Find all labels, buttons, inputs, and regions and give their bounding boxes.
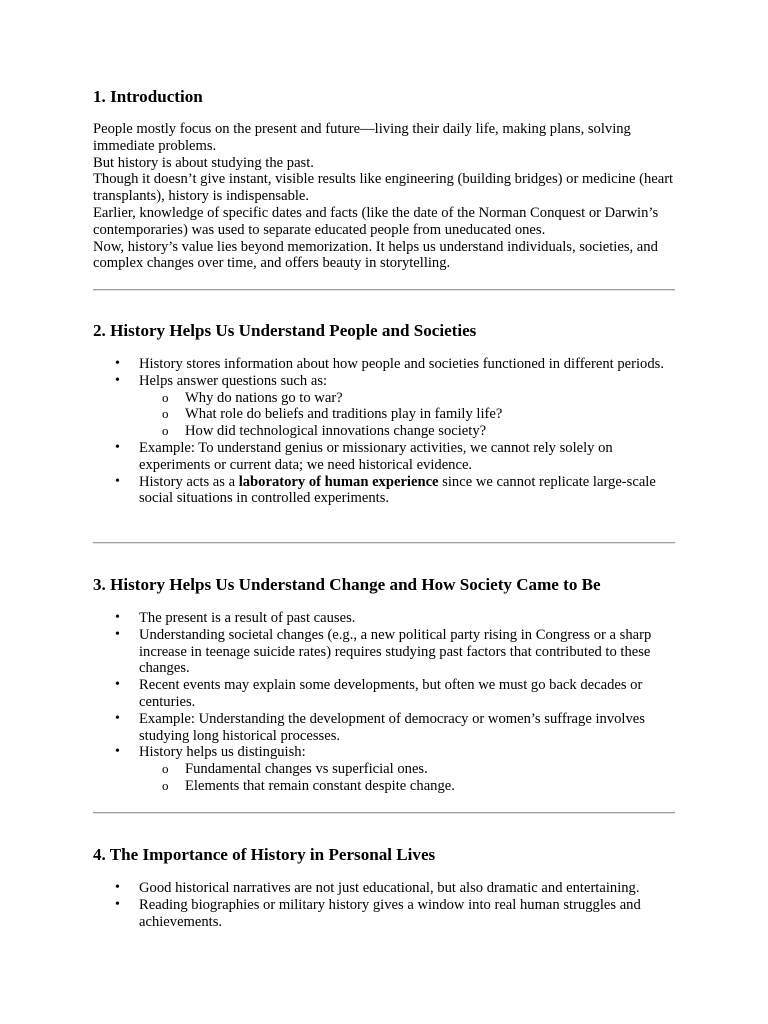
sub-bullet-marker: o <box>162 423 169 439</box>
list-item <box>93 897 677 931</box>
list-item <box>93 677 677 711</box>
sub-list-item-text: How did technological innovations change society? <box>185 423 487 440</box>
sub-bullet-marker: o <box>162 389 169 405</box>
section-people-societies <box>93 322 677 507</box>
bullet-marker: • <box>115 677 120 693</box>
section-title: 2. History Helps Us Understand People and Societies <box>93 321 477 340</box>
paragraph: People mostly focus on the present and future—living their daily life, making plans, solving immediate problems. <box>93 121 631 154</box>
sub-list-item <box>139 406 677 423</box>
section-divider <box>93 812 675 814</box>
section-title: 4. The Importance of History in Personal Lives <box>93 845 436 864</box>
sub-list-item <box>139 778 677 795</box>
list-item <box>93 440 677 474</box>
list-item-text: Example: Understanding the development of democracy or women’s suffrage involves studying long historical processes. <box>139 710 645 744</box>
bullet-marker: • <box>115 744 120 760</box>
intro-paragraphs <box>93 121 677 272</box>
sub-bullet-marker: o <box>162 777 169 793</box>
section-change-society <box>93 576 677 795</box>
bullet-list <box>93 610 677 795</box>
bullet-list <box>93 880 677 930</box>
bullet-marker: • <box>115 356 120 371</box>
list-item-text: Recent events may explain some developments, but often we must go back decades or centuries. <box>139 677 643 710</box>
sub-list-item-text: What role do beliefs and traditions play in family life? <box>185 406 503 423</box>
list-item <box>93 474 677 508</box>
bullet-marker: • <box>115 880 120 895</box>
list-item-text: Example: To understand genius or missionary activities, we cannot rely solely on experiments or current data; we need historical evidence. <box>139 439 613 473</box>
bullet-marker: • <box>115 896 120 912</box>
sub-bullet-marker: o <box>162 761 169 777</box>
bullet-marker: • <box>115 439 120 455</box>
paragraph: Now, history’s value lies beyond memorization. It helps us understand individuals, societies, and complex changes over time, and offers beauty in storytelling. <box>93 238 658 272</box>
text-run: History acts as a <box>139 473 239 490</box>
section-personal-lives <box>93 846 677 930</box>
sub-bullet-list <box>139 761 677 795</box>
list-item-text: The present is a result of past causes. <box>139 610 356 626</box>
list-item-text: Helps answer questions such as: <box>139 372 328 389</box>
sub-list-item <box>139 761 677 778</box>
text-run: since we cannot replicate large-scale social situations in controlled experiments. <box>139 473 656 507</box>
sub-list-item-text: Fundamental changes vs superficial ones. <box>185 761 428 778</box>
section-title: 1. Introduction <box>93 87 203 106</box>
list-item <box>93 356 677 373</box>
list-item-text: Good historical narratives are not just educational, but also dramatic and entertaining. <box>139 880 640 896</box>
section-divider <box>93 542 675 544</box>
section-introduction <box>93 88 677 272</box>
list-item-text: History stores information about how people and societies functioned in different periods. <box>139 356 664 372</box>
section-divider <box>93 289 675 291</box>
list-item-text: Reading biographies or military history gives a window into real human struggles and achievements. <box>139 896 641 930</box>
list-item <box>93 880 677 897</box>
list-item <box>93 711 677 745</box>
bold-phrase: laboratory of human experience <box>238 473 439 490</box>
list-item <box>93 610 677 627</box>
list-item <box>93 373 677 440</box>
bullet-list <box>93 356 677 507</box>
sub-list-item-text: Why do nations go to war? <box>185 389 343 406</box>
list-item <box>93 627 677 677</box>
bullet-marker: • <box>115 610 120 625</box>
sub-list-item <box>139 423 677 440</box>
sub-list-item <box>139 390 677 407</box>
sub-bullet-marker: o <box>162 406 169 422</box>
bullet-marker: • <box>115 473 120 489</box>
section-title: 3. History Helps Us Understand Change and How Society Came to Be <box>93 575 601 594</box>
list-item-text: History helps us distinguish: <box>139 744 306 761</box>
list-item-text: Understanding societal changes (e.g., a new political party rising in Congress or a sharp increase in teenage suicide rates) requires studying past factors that contributed to these changes. <box>139 626 652 677</box>
sub-list-item-text: Elements that remain constant despite change. <box>185 777 455 794</box>
list-item-text <box>139 474 656 507</box>
paragraph: Though it doesn’t give instant, visible results like engineering (building bridges) or medicine (heart transplants), history is indispensable. <box>93 171 674 205</box>
paragraph: But history is about studying the past. <box>93 154 314 171</box>
sub-bullet-list <box>139 390 677 440</box>
bullet-marker: • <box>115 372 120 388</box>
list-item <box>93 744 677 794</box>
bullet-marker: • <box>115 626 120 642</box>
bullet-marker: • <box>115 710 120 726</box>
paragraph: Earlier, knowledge of specific dates and facts (like the date of the Norman Conquest or Darwin’s contemporaries) was used to separate educated people from uneducated ones. <box>93 204 659 238</box>
